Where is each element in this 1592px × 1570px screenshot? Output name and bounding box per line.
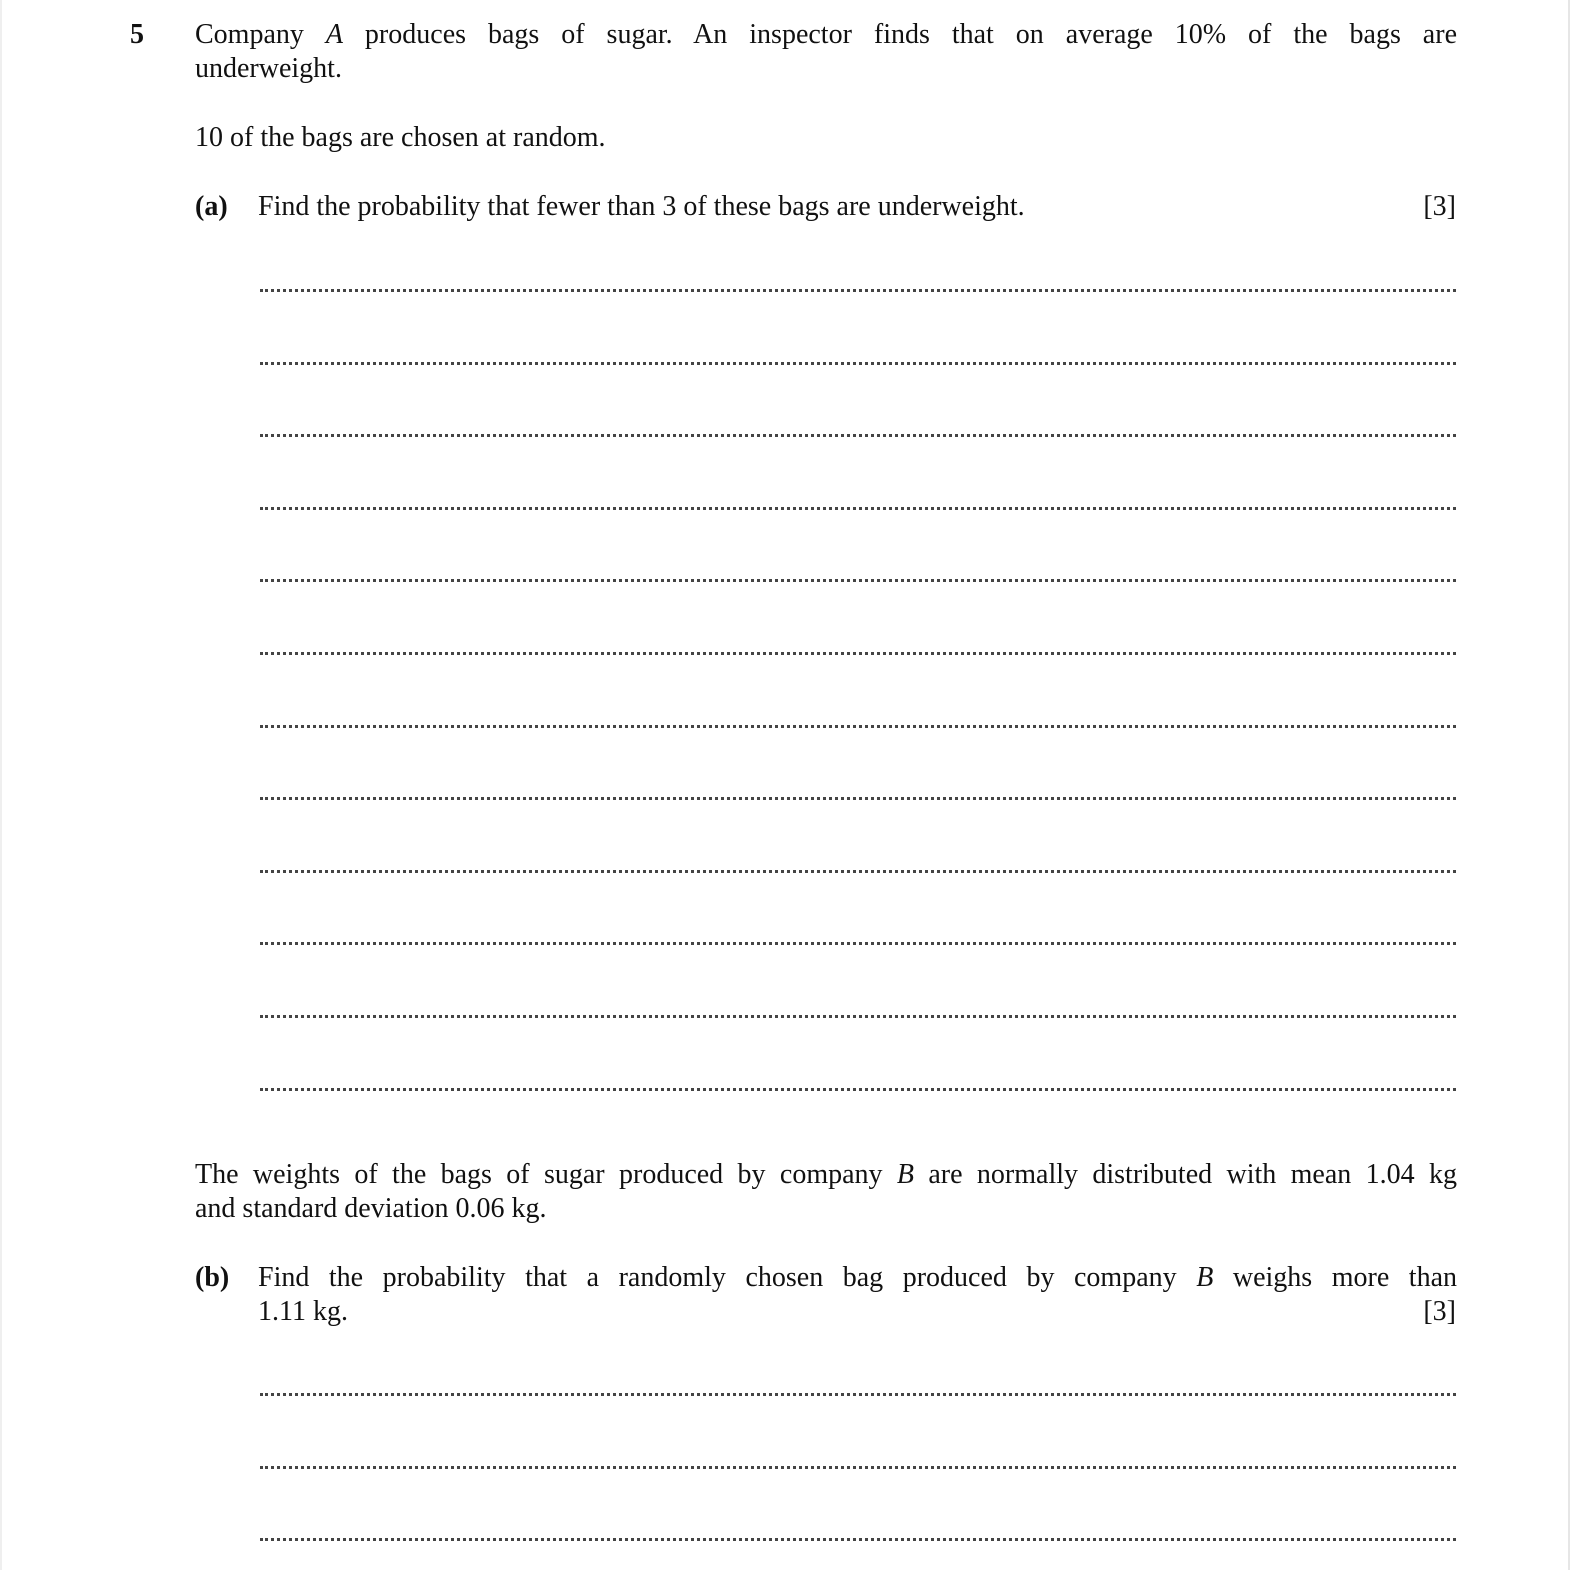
part-a-answer-line[interactable] <box>260 289 1456 292</box>
page-edge-left <box>0 0 2 1570</box>
part-a-answer-line[interactable] <box>260 652 1456 655</box>
question-number: 5 <box>130 19 144 50</box>
part-b-text-line-2: 1.11 kg. <box>258 1296 348 1327</box>
part-a-answer-line[interactable] <box>260 434 1456 437</box>
part-b-text-line-1: Find the probability that a randomly chosen bag produced by company B weighs more than <box>258 1262 1458 1293</box>
question-sample-text: 10 of the bags are chosen at random. <box>195 122 606 153</box>
part-a-answer-line[interactable] <box>260 1015 1456 1018</box>
part-a-answer-line[interactable] <box>260 870 1456 873</box>
part-a-answer-line[interactable] <box>260 725 1456 728</box>
part-b-marks: [3] <box>1423 1296 1456 1327</box>
part-a-answer-line[interactable] <box>260 942 1456 945</box>
question-intro-line-1: Company A produces bags of sugar. An inspector finds that on average 10% of the bags are <box>195 19 1457 50</box>
part-a-answer-line[interactable] <box>260 797 1456 800</box>
part-a-text: Find the probability that fewer than 3 of these bags are underweight. <box>258 191 1025 222</box>
part-a-answer-line[interactable] <box>260 362 1456 365</box>
part-a-marks: [3] <box>1423 191 1456 222</box>
part-b-label: (b) <box>195 1262 230 1293</box>
part-b-answer-line[interactable] <box>260 1466 1456 1469</box>
company-b-line-2: and standard deviation 0.06 kg. <box>195 1193 547 1224</box>
question-intro-line-2: underweight. <box>195 53 342 84</box>
part-a-answer-line[interactable] <box>260 579 1456 582</box>
page-edge-right <box>1568 0 1570 1570</box>
part-a-answer-line[interactable] <box>260 507 1456 510</box>
company-b-line-1: The weights of the bags of sugar produced by company B are normally distributed with mean 1.04 kg <box>195 1159 1457 1190</box>
part-a-answer-line[interactable] <box>260 1088 1456 1091</box>
part-a-label: (a) <box>195 191 228 222</box>
part-b-answer-line[interactable] <box>260 1538 1456 1541</box>
part-b-answer-line[interactable] <box>260 1393 1456 1396</box>
